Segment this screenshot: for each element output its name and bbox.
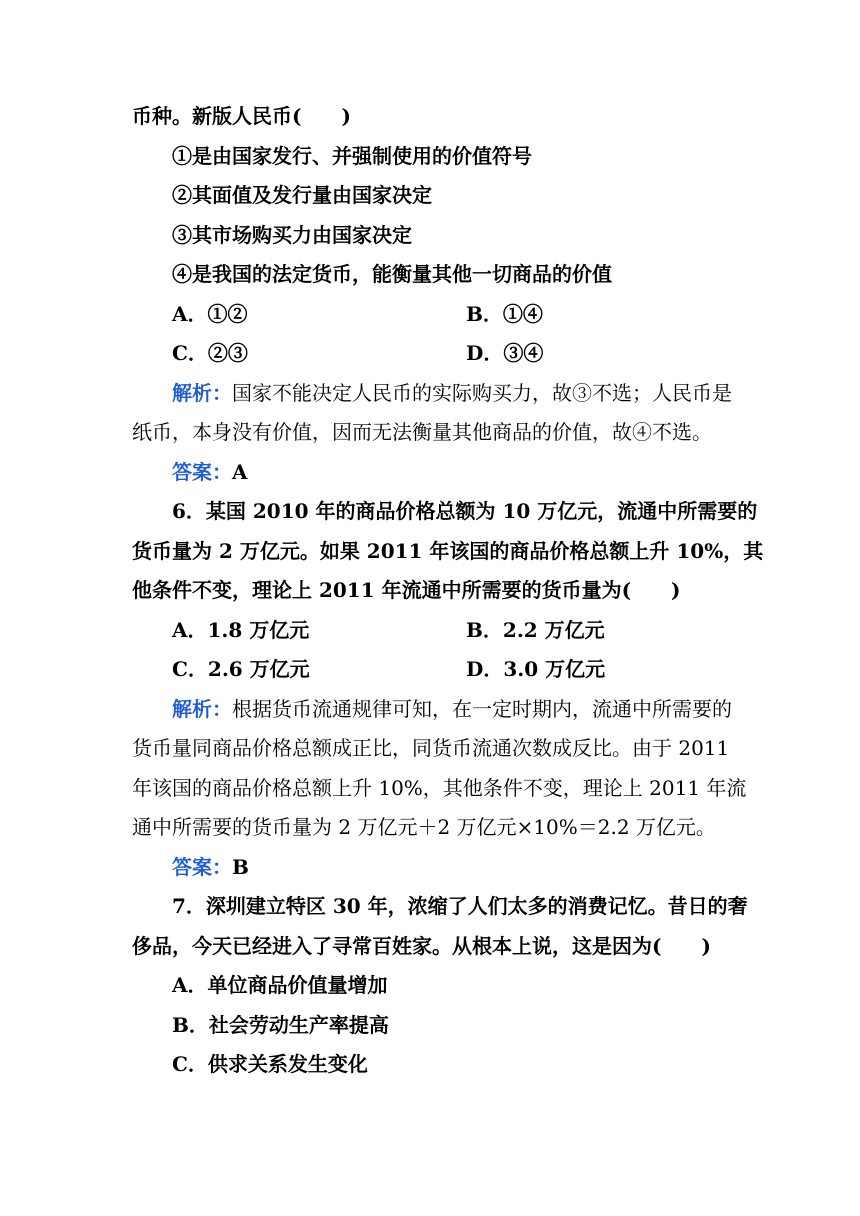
- q7-stem-line-2: 侈品，今天已经进入了寻常百姓家。从根本上说，这是因为( ): [132, 934, 711, 958]
- q5-statement-1: ①是由国家发行、并强制使用的价值符号: [172, 144, 532, 168]
- q6-stem-line-3: 他条件不变，理论上 2011 年流通中所需要的货币量为( ): [132, 578, 681, 602]
- q7-option-a: A．单位商品价值量增加: [172, 973, 388, 997]
- q6-answer-line: [172, 853, 249, 881]
- q5-option-a: A．①②: [172, 302, 248, 326]
- q5-analysis-line-2: 纸币，本身没有价值，因而无法衡量其他商品的价值，故④不选。: [132, 420, 712, 444]
- q5-answer-value: A: [232, 460, 248, 484]
- q5-options-row-1: [172, 300, 732, 328]
- q5-option-b: B．①④: [466, 302, 543, 326]
- q6-answer-label: 答案：: [172, 855, 232, 879]
- q6-option-a: A．1.8 万亿元: [172, 618, 310, 642]
- q5-statement-3: ③其市场购买力由国家决定: [172, 223, 412, 247]
- q7-option-b: B．社会劳动生产率提高: [172, 1013, 389, 1037]
- q6-analysis-label: 解析：: [172, 697, 232, 721]
- q6-stem-line-2: 货币量为 2 万亿元。如果 2011 年该国的商品价格总额上升 10%，其: [132, 539, 764, 563]
- q6-analysis-line-3: 年该国的商品价格总额上升 10%，其他条件不变，理论上 2011 年流: [132, 776, 747, 800]
- q5-option-c: C．②③: [172, 341, 248, 365]
- q5-analysis-line-1: [172, 379, 732, 407]
- q6-option-b: B．2.2 万亿元: [466, 618, 605, 642]
- q7-stem-line-1: 7．深圳建立特区 30 年，浓缩了人们太多的消费记忆。昔日的奢: [172, 894, 748, 918]
- q6-analysis-text-1: 根据货币流通规律可知，在一定时期内，流通中所需要的: [232, 697, 732, 721]
- q6-analysis-line-2: 货币量同商品价格总额成正比，同货币流通次数成反比。由于 2011: [132, 736, 730, 760]
- q6-stem-line-1: 6．某国 2010 年的商品价格总额为 10 万亿元，流通中所需要的: [172, 499, 758, 523]
- q6-option-c: C．2.6 万亿元: [172, 657, 310, 681]
- q5-statement-4: ④是我国的法定货币，能衡量其他一切商品的价值: [172, 262, 612, 286]
- q5-options-row-2: [172, 339, 732, 367]
- q6-options-row-2: [172, 655, 732, 683]
- q5-stem-tail: 币种。新版人民币( ): [132, 104, 351, 128]
- q7-option-c: C．供求关系发生变化: [172, 1052, 368, 1076]
- q5-answer-label: 答案：: [172, 460, 232, 484]
- q6-answer-value: B: [232, 855, 249, 879]
- q5-statement-2: ②其面值及发行量由国家决定: [172, 183, 432, 207]
- q6-analysis-line-1: [172, 695, 732, 723]
- q5-analysis-label: 解析：: [172, 381, 232, 405]
- q5-answer-line: [172, 458, 248, 486]
- q6-options-row-1: [172, 616, 732, 644]
- q5-analysis-text-1: 国家不能决定人民币的实际购买力，故③不选；人民币是: [232, 381, 732, 405]
- q6-option-d: D．3.0 万亿元: [466, 657, 606, 681]
- q6-analysis-line-4: 通中所需要的货币量为 2 万亿元＋2 万亿元×10%＝2.2 万亿元。: [132, 815, 716, 839]
- q5-option-d: D．③④: [466, 341, 544, 365]
